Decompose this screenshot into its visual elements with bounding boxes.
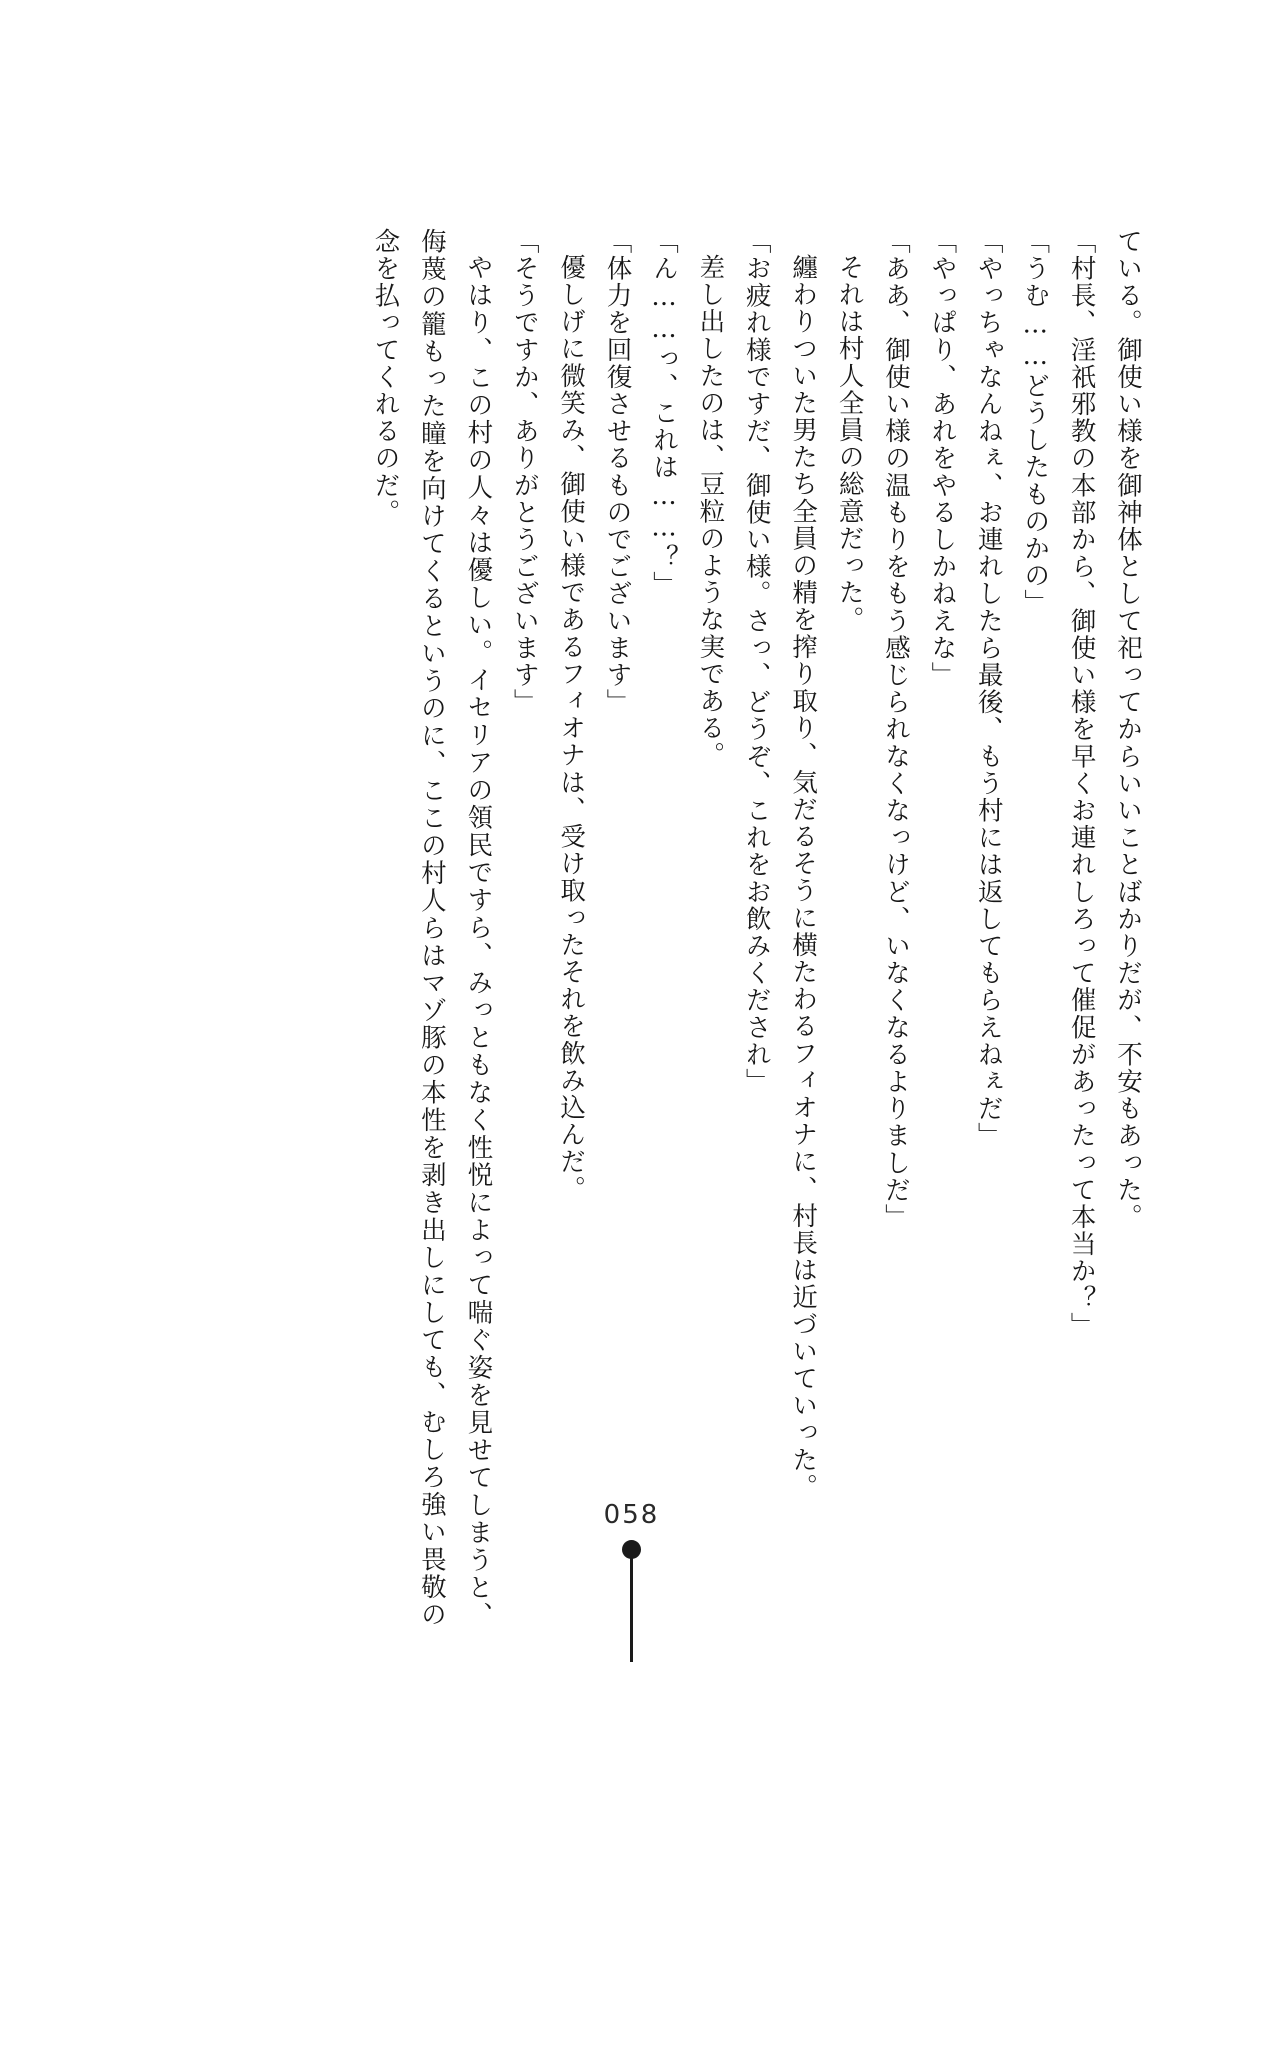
novel-body-text	[141, 228, 1151, 1628]
paragraph: 「うむ……どうしたものかの」	[1020, 228, 1051, 617]
paragraph: 「体力を回復させるものでございます」	[602, 228, 633, 716]
paragraph: 「そうですか、ありがとうございます」	[509, 228, 540, 716]
paragraph: やはり、この村の人々は優しい。イセリアの領民ですら、みっともなく性悦によって喘ぐ姿を見せてしまうと、侮蔑の籠もった瞳を向けてくるというのに、ここの村人らはマゾ豚の本性を剥き出しにしても、むしろ強い畏敬の念を払ってくれるのだ。	[370, 228, 494, 1628]
paragraph: 「ん……っ、これは……？」	[648, 228, 679, 599]
paragraph: 「やっちゃなんねぇ、お連れしたら最後、もう村には返してもらえねぇだ」	[973, 228, 1004, 1150]
paragraph: 差し出したのは、豆粒のような実である。	[695, 253, 726, 769]
paragraph: それは村人全員の総意だった。	[834, 253, 865, 633]
footer-ornament-icon	[622, 1540, 642, 1660]
page-number: 058	[603, 1500, 660, 1530]
paragraph: 「ああ、御使い様の温もりをもう感じられなくなっけど、いなくなるよりましだ」	[880, 228, 911, 1231]
paragraph: 優しげに微笑み、御使い様であるフィオナは、受け取ったそれを飲み込んだ。	[556, 253, 587, 1202]
paragraph: 「村長、淫祇邪教の本部から、御使い様を早くお連れしろって催促があったって本当か？」	[1066, 228, 1097, 1340]
footer-stem-icon	[630, 1557, 633, 1662]
paragraph: 「やっぱり、あれをやるしかねえな」	[927, 228, 958, 689]
paragraph: ている。御使い様を御神体として祀ってからいいことばかりだが、不安もあった。	[1113, 228, 1143, 1231]
paragraph: 纏わりついた男たち全員の精を搾り取り、気だるそうに横たわるフィオナに、村長は近づいていった。	[788, 253, 819, 1501]
paragraph: 「お疲れ様ですだ、御使い様。さっ、どうぞ、これをお飲みくだされ」	[741, 228, 772, 1096]
